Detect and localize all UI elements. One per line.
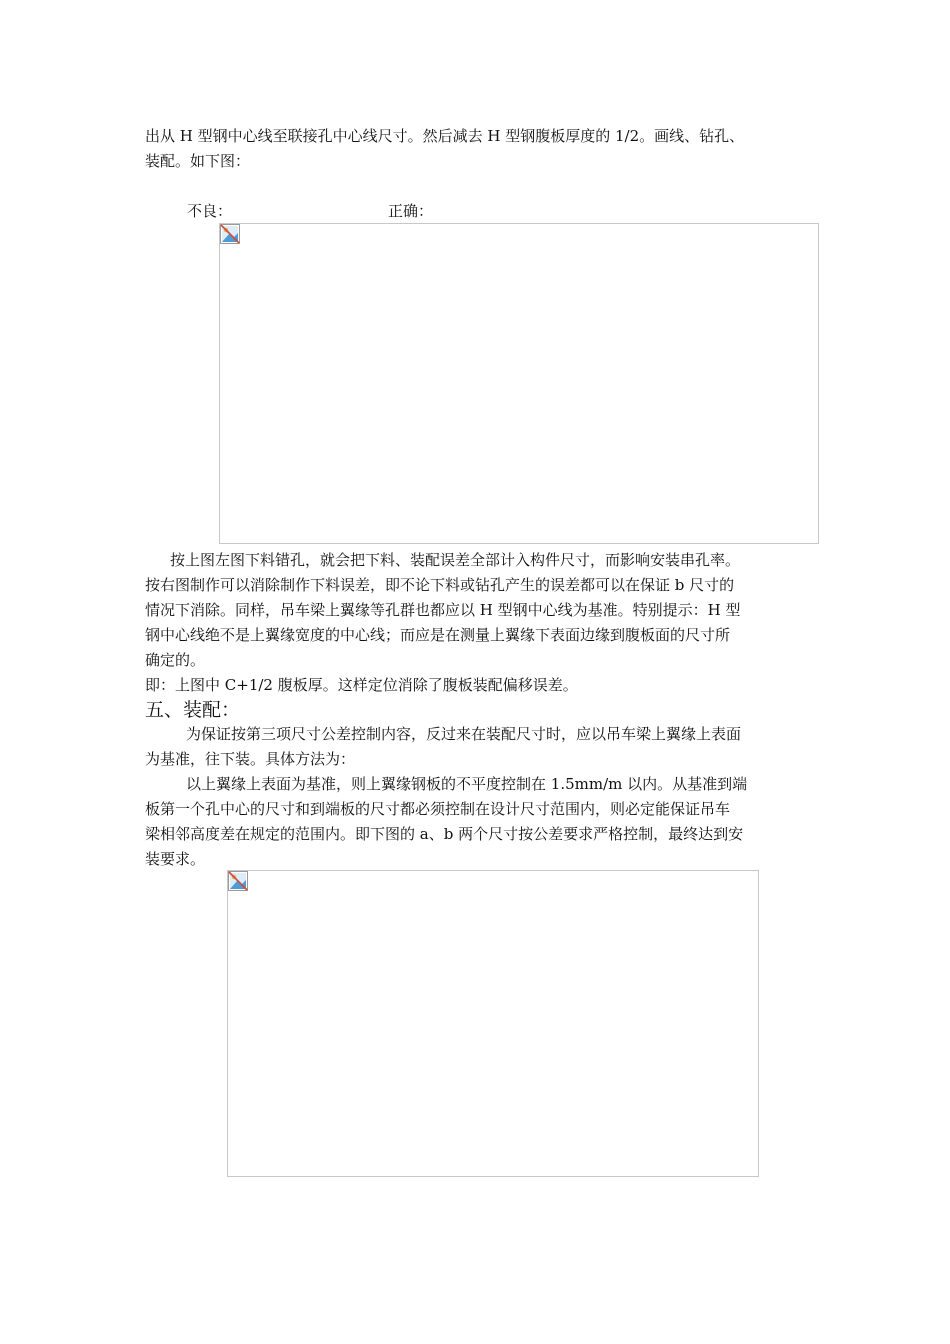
paragraph-5-line-2: 板第一个孔中心的尺寸和到端板的尺寸都必须控制在设计尺寸范围内，则必定能保证吊车	[145, 800, 731, 818]
figure-1-image	[219, 223, 819, 544]
section-5-heading: 五、装配：	[145, 699, 241, 721]
paragraph-3: 即：上图中 C+1/2 腹板厚。这样定位消除了腹板装配偏移误差。	[145, 676, 578, 694]
figure-label-bad: 不良：	[187, 202, 233, 220]
paragraph-2-line-4: 钢中心线绝不是上翼缘宽度的中心线；而应是在测量上翼缘下表面边缘到腹板面的尺寸所	[145, 626, 731, 644]
paragraph-5-line-3: 梁相邻高度差在规定的范围内。即下图的 a、b 两个尺寸按公差要求严格控制，最终达到安	[145, 825, 744, 843]
paragraph-2-line-2: 按右图制作可以消除制作下料误差，即不论下料或钻孔产生的误差都可以在保证 b 尺寸的	[145, 576, 735, 594]
paragraph-2-line-1: 按上图左图下料错孔，就会把下料、装配误差全部计入构件尺寸，而影响安装串孔率。	[170, 551, 741, 569]
figure-2-image	[227, 870, 759, 1177]
paragraph-2-line-5: 确定的。	[145, 651, 206, 669]
paragraph-5-line-1: 以上翼缘上表面为基准，则上翼缘钢板的不平度控制在 1.5mm/m 以内。从基准到端	[186, 775, 748, 793]
paragraph-4-line-1: 为保证按第三项尺寸公差控制内容，反过来在装配尺寸时，应以吊车梁上翼缘上表面	[186, 725, 742, 743]
figure-label-good: 正确：	[388, 202, 434, 220]
paragraph-1-line-1: 出从 H 型钢中心线至联接孔中心线尺寸。然后减去 H 型钢腹板厚度的 1/2。画线、钻孔、	[145, 127, 745, 145]
broken-image-icon	[228, 871, 248, 891]
broken-image-icon	[220, 224, 240, 244]
paragraph-4-line-2: 为基准，往下装。具体方法为：	[145, 750, 356, 768]
paragraph-2-line-3: 情况下消除。同样，吊车梁上翼缘等孔群也都应以 H 型钢中心线为基准。特别提示：H 型	[145, 601, 741, 619]
paragraph-1-line-2: 装配。如下图：	[145, 152, 251, 170]
paragraph-5-line-4: 装要求。	[145, 850, 206, 868]
